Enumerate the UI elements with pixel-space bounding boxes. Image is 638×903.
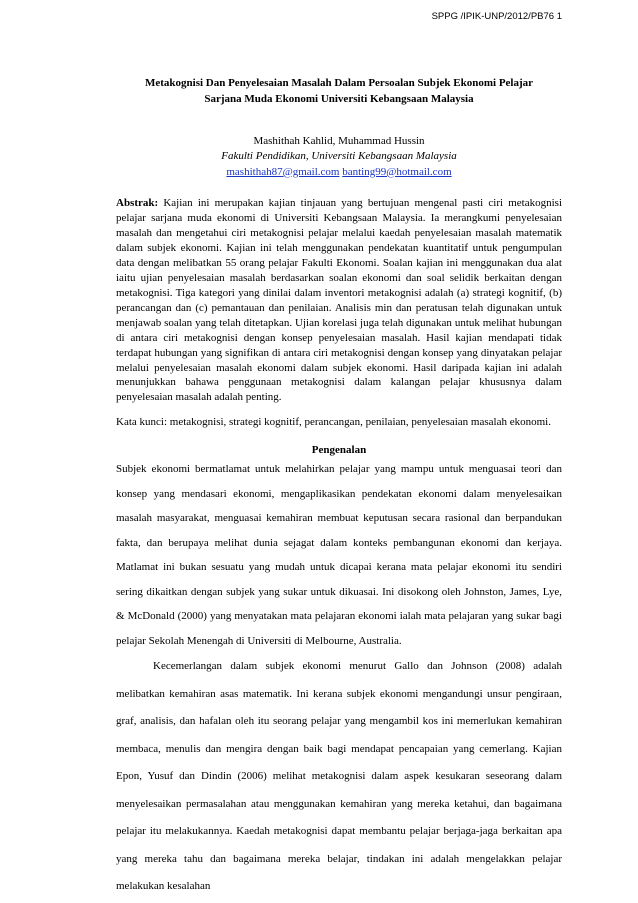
abstract-label: Abstrak: [116,197,159,210]
paper-title [108,76,570,108]
title-line-1: Metakognisi Dan Penyelesaian Masalah Dalam Persoalan Subjek Ekonomi Pelajar [144,77,534,89]
keywords: Kata kunci: metakognisi, strategi kognitif, perancangan, penilaian, penyelesaian masalah ekonomi. [116,416,551,429]
abstract-text: Kajian ini merupakan kajian tinjauan yang bertujuan mengenal pasti ciri metakognisi pelajar sarjana muda ekonomi di Universiti Kebangsaan Malaysia. Ia merangkumi penyelesaian masalah dan mengetahui ciri metakognisi pelajar melalui kaedah penyelesaian masalah matematik dalam subjek ekonomi. Kajian ini telah menggunakan pendekatan kuantitatif untuk pengumpulan data dengan melibatkan 55 orang pelajar Fakulti Ekonomi. Soalan kajian ini menggunakan dua alat iaitu ujian penyelesaian masalah berdasarkan soalan ekonomi dan soal selidik berkaitan dengan metakognisi. Tiga kategori yang dinilai dalam inventori metakognisi adalah (a) strategi kognitif, (b) perancangan dan (c) pemantauan dan penilaian. Analisis min dan peratusan telah digunakan untuk menjawab soalan yang telah ditetapkan. Ujian korelasi juga telah digunakan untuk melihat hubungan di antara ciri metakognisi dengan konsep penyelesaian masalah. Hasil kajian mendapati tidak terdapat hubungan yang signifikan di antara ciri metakognisi dengan konsep yang dinyatakan pelajar melalui penyelesaian masalah ekonomi dalam subjek ekonomi. Hasil daripada kajian ini adalah menunjukkan bahawa penggunaan metakognisi dalam kalangan pelajar khususnya dalam penyelesaian masalah adalah penting. [116,197,562,404]
abstract [116,196,562,405]
email-link-2[interactable]: banting99@hotmail.com [342,165,452,178]
document-code: SPPG /IPIK-UNP/2012/PB76 1 [431,11,562,22]
title-line-2: Sarjana Muda Ekonomi Universiti Kebangsaan Malaysia [204,92,474,105]
body-paragraph-2: Kecemerlangan dalam subjek ekonomi menurut Gallo dan Johnson (2008) adalah melibatkan kemahiran asas matematik. Ini kerana subjek ekonomi mengandungi unsur pengiraan, graf, analisis, dan hafalan oleh itu seorang pelajar yang mengambil kos ini memerlukan kemahiran membaca, menulis dan mengira dengan baik bagi mendapat pencapaian yang cemerlang. Kajian Epon, Yusuf dan Dindin (2006) melihat metakognisi dalam aspek kesukaran seseorang dalam menyelesaikan permasalahan atau menggunakan kemahiran yang mereka ketahui, dan bagaimana pelajar itu melakukannya. Kaedah metakognisi dapat membantu pelajar berjaga-jaga berkaitan apa yang mereka tahu dan bagaimana mereka belajar, tindakan ini adalah mengelakkan pelajar melakukan kesalahan [116,660,562,893]
author-names: Mashithah Kahlid, Muhammad Hussin [253,134,425,147]
affiliation: Fakulti Pendidikan, Universiti Kebangsaan Malaysia [221,150,457,163]
body-paragraph-1: Subjek ekonomi bermatlamat untuk melahirkan pelajar yang mampu untuk menguasai teori dan konsep yang mendasari ekonomi, mengaplikasikan pendekatan ekonomi dalam menyelesaikan masalah masyarakat, menguasai kemahiran membuat keputusan secara rasional dan berpandukan fakta, dan berupaya melihat dunia sejagat dalam konteks pembangunan ekonomi dan kerjaya. Matlamat ini bukan sesuatu yang mudah untuk dicapai kerana mata pelajar ekonomi itu sendiri sering dikaitkan dengan subjek yang sukar untuk dikuasai. Ini disokong oleh Johnston, James, Lye, & McDonald (2000) yang menyatakan mata pelajaran ekonomi ialah mata pelajaran yang sukar bagi pelajar Sekolah Menengah di Universiti di Melbourne, Australia. [116,463,562,647]
email-line [116,165,562,180]
email-link-1[interactable]: mashithah87@gmail.com [226,165,340,178]
section-heading: Pengenalan [311,444,367,457]
paper-page [116,76,562,901]
